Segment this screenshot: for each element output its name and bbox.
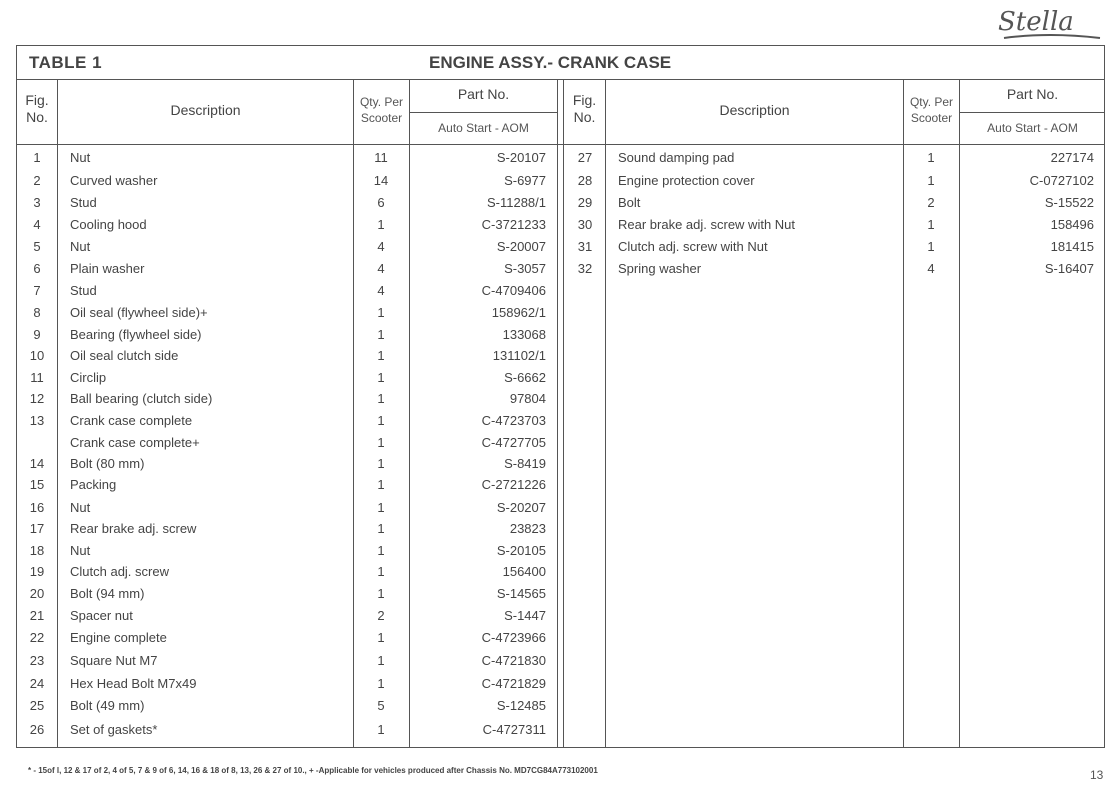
description-cell: Engine complete bbox=[70, 630, 167, 645]
fig-no-cell: 29 bbox=[577, 195, 593, 210]
part-no-cell: 131102/1 bbox=[492, 348, 546, 363]
description-cell: Nut bbox=[70, 239, 91, 254]
qty-cell: 11 bbox=[374, 150, 388, 165]
qty-cell: 1 bbox=[927, 150, 935, 165]
description-cell: Nut bbox=[70, 543, 91, 558]
qty-cell: 1 bbox=[377, 521, 385, 536]
description-cell: Clutch adj. screw with Nut bbox=[618, 239, 768, 254]
fig-no-cell: 23 bbox=[29, 653, 45, 668]
part-no-cell: C-4727311 bbox=[482, 722, 546, 737]
part-no-cell: S-15522 bbox=[1044, 195, 1094, 210]
qty-cell: 2 bbox=[377, 608, 385, 623]
qty-cell: 1 bbox=[927, 239, 935, 254]
header-qty-right: Qty. Per Scooter bbox=[909, 95, 954, 125]
qty-cell: 1 bbox=[377, 653, 385, 668]
fig-no-cell: 19 bbox=[29, 564, 45, 579]
description-cell: Oil seal (flywheel side)+ bbox=[70, 305, 208, 320]
qty-cell: 4 bbox=[377, 239, 385, 254]
qty-cell: 1 bbox=[377, 722, 385, 737]
header-description-right: Description bbox=[719, 102, 790, 118]
fig-no-cell: 7 bbox=[33, 283, 41, 298]
table-label: TABLE 1 bbox=[29, 53, 103, 72]
fig-no-cell: 5 bbox=[33, 239, 41, 254]
description-cell: Plain washer bbox=[70, 261, 145, 276]
col-divider bbox=[557, 80, 558, 748]
header-fig-no-right: Fig. No. bbox=[572, 92, 597, 125]
part-no-cell: C-4723966 bbox=[481, 630, 546, 645]
col-divider bbox=[563, 80, 564, 748]
description-cell: Nut bbox=[70, 500, 91, 515]
col-divider bbox=[57, 80, 58, 748]
description-cell: Curved washer bbox=[70, 173, 158, 188]
description-cell: Clutch adj. screw bbox=[70, 564, 169, 579]
qty-cell: 1 bbox=[377, 500, 385, 515]
fig-no-cell: 26 bbox=[29, 722, 45, 737]
qty-cell: 1 bbox=[377, 543, 385, 558]
description-cell: Crank case complete bbox=[70, 413, 193, 428]
fig-no-cell: 30 bbox=[577, 217, 593, 232]
part-no-cell: C-4721830 bbox=[481, 653, 546, 668]
fig-no-cell: 16 bbox=[29, 500, 45, 515]
qty-cell: 6 bbox=[377, 195, 385, 210]
part-no-cell: C-4721829 bbox=[481, 676, 546, 691]
table-title-row bbox=[17, 46, 1104, 80]
qty-cell: 1 bbox=[377, 391, 385, 406]
part-no-cell: S-12485 bbox=[496, 698, 546, 713]
fig-no-cell: 32 bbox=[577, 261, 593, 276]
part-no-cell: S-14565 bbox=[496, 586, 546, 601]
description-cell: Hex Head Bolt M7x49 bbox=[70, 676, 197, 691]
part-no-cell: 227174 bbox=[1050, 150, 1094, 165]
description-cell: Cooling hood bbox=[70, 217, 147, 232]
description-cell: Spring washer bbox=[618, 261, 702, 276]
fig-no-cell: 20 bbox=[29, 586, 45, 601]
part-no-cell: S-6662 bbox=[504, 370, 546, 385]
qty-cell: 5 bbox=[377, 698, 385, 713]
qty-cell: 1 bbox=[377, 370, 385, 385]
header-qty: Qty. Per Scooter bbox=[359, 95, 404, 125]
part-no-cell: S-11288/1 bbox=[486, 195, 546, 210]
part-no-cell: 97804 bbox=[509, 391, 546, 406]
fig-no-cell: 8 bbox=[33, 305, 41, 320]
description-cell: Set of gaskets* bbox=[70, 722, 158, 737]
qty-cell: 4 bbox=[377, 283, 385, 298]
description-cell: Stud bbox=[70, 283, 97, 298]
qty-cell: 1 bbox=[927, 173, 935, 188]
header-description: Description bbox=[170, 102, 241, 118]
part-no-cell: S-20107 bbox=[496, 150, 546, 165]
header-divider bbox=[17, 144, 1104, 145]
header-auto-start: Auto Start - AOM bbox=[438, 121, 529, 135]
description-cell: Rear brake adj. screw with Nut bbox=[618, 217, 796, 232]
qty-cell: 1 bbox=[377, 327, 385, 342]
header-part-no-right: Part No. bbox=[1006, 86, 1059, 102]
fig-no-cell: 1 bbox=[33, 150, 41, 165]
qty-cell: 1 bbox=[377, 630, 385, 645]
part-no-cell: C-4727705 bbox=[481, 435, 546, 450]
part-no-cell: S-6977 bbox=[504, 173, 546, 188]
part-no-subdivider bbox=[409, 112, 557, 113]
description-cell: Bolt (80 mm) bbox=[70, 456, 145, 471]
description-cell: Nut bbox=[70, 150, 91, 165]
fig-no-cell: 15 bbox=[29, 477, 45, 492]
qty-cell: 1 bbox=[377, 586, 385, 601]
description-cell: Engine protection cover bbox=[618, 173, 755, 188]
fig-no-cell: 4 bbox=[33, 217, 41, 232]
fig-no-cell: 22 bbox=[29, 630, 45, 645]
col-divider bbox=[903, 80, 904, 748]
fig-no-cell: 13 bbox=[29, 413, 45, 428]
part-no-cell: C-2721226 bbox=[481, 477, 546, 492]
qty-cell: 14 bbox=[373, 173, 389, 188]
description-cell: Circlip bbox=[70, 370, 107, 385]
fig-no-cell: 12 bbox=[29, 391, 45, 406]
col-divider bbox=[353, 80, 354, 748]
fig-no-cell: 6 bbox=[33, 261, 41, 276]
part-no-cell: 133068 bbox=[502, 327, 546, 342]
qty-cell: 2 bbox=[927, 195, 935, 210]
part-no-cell: C-3721233 bbox=[481, 217, 546, 232]
part-no-cell: C-0727102 bbox=[1029, 173, 1094, 188]
qty-cell: 1 bbox=[377, 564, 385, 579]
qty-cell: 1 bbox=[377, 676, 385, 691]
description-cell: Crank case complete+ bbox=[70, 435, 200, 450]
part-no-cell: S-3057 bbox=[504, 261, 546, 276]
stella-logo bbox=[994, 2, 1106, 44]
header-fig-no: Fig. No. bbox=[25, 92, 49, 125]
fig-no-cell: 31 bbox=[577, 239, 593, 254]
part-no-cell: S-1447 bbox=[504, 608, 546, 623]
description-cell: Oil seal clutch side bbox=[70, 348, 179, 363]
part-no-cell: 23823 bbox=[509, 521, 546, 536]
header-auto-start-right: Auto Start - AOM bbox=[987, 121, 1078, 135]
part-no-cell: S-16407 bbox=[1044, 261, 1094, 276]
description-cell: Rear brake adj. screw bbox=[70, 521, 197, 536]
part-no-cell: 158496 bbox=[1050, 217, 1094, 232]
description-cell: Bearing (flywheel side) bbox=[70, 327, 202, 342]
fig-no-cell: 14 bbox=[29, 456, 45, 471]
qty-cell: 1 bbox=[377, 477, 385, 492]
qty-cell: 1 bbox=[377, 435, 385, 450]
table-title: ENGINE ASSY.- CRANK CASE bbox=[429, 53, 672, 72]
part-no-cell: 156400 bbox=[502, 564, 546, 579]
header-part-no: Part No. bbox=[457, 86, 510, 102]
part-no-subdivider-right bbox=[959, 112, 1105, 113]
fig-no-cell: 2 bbox=[33, 173, 41, 188]
logo-wordmark: Stella bbox=[998, 7, 1074, 37]
description-cell: Ball bearing (clutch side) bbox=[70, 391, 213, 406]
qty-cell: 1 bbox=[377, 348, 385, 363]
footnote: * - 15of l, 12 & 17 of 2, 4 of 5, 7 & 9 of 6, 14, 16 & 18 of 8, 13, 26 & 27 of 10., + -Applicable for vehicles produced after Chassis No. MD7CG84A773102001 bbox=[28, 766, 598, 775]
part-no-cell: 181415 bbox=[1050, 239, 1094, 254]
qty-cell: 1 bbox=[377, 305, 385, 320]
part-no-cell: S-20105 bbox=[496, 543, 546, 558]
description-cell: Stud bbox=[70, 195, 97, 210]
qty-cell: 1 bbox=[377, 217, 385, 232]
fig-no-cell: 18 bbox=[29, 543, 45, 558]
fig-no-cell: 3 bbox=[33, 195, 41, 210]
part-no-cell: S-20007 bbox=[496, 239, 546, 254]
qty-cell: 1 bbox=[927, 217, 935, 232]
part-no-cell: S-8419 bbox=[504, 456, 546, 471]
fig-no-cell: 10 bbox=[29, 348, 45, 363]
parts-table bbox=[16, 45, 1105, 748]
part-no-cell: C-4709406 bbox=[481, 283, 546, 298]
description-cell: Square Nut M7 bbox=[70, 653, 158, 668]
description-cell: Bolt bbox=[618, 195, 641, 210]
qty-cell: 4 bbox=[377, 261, 385, 276]
qty-cell: 4 bbox=[927, 261, 935, 276]
description-cell: Spacer nut bbox=[70, 608, 133, 623]
fig-no-cell: 9 bbox=[33, 327, 41, 342]
part-no-cell: 158962/1 bbox=[491, 305, 546, 320]
fig-no-cell: 27 bbox=[577, 150, 593, 165]
part-no-cell: C-4723703 bbox=[481, 413, 546, 428]
fig-no-cell: 24 bbox=[29, 676, 45, 691]
description-cell: Packing bbox=[70, 477, 117, 492]
qty-cell: 1 bbox=[377, 413, 385, 428]
description-cell: Bolt (49 mm) bbox=[70, 698, 145, 713]
qty-cell: 1 bbox=[377, 456, 385, 471]
description-cell: Sound damping pad bbox=[618, 150, 735, 165]
description-cell: Bolt (94 mm) bbox=[70, 586, 145, 601]
fig-no-cell: 21 bbox=[29, 608, 45, 623]
fig-no-cell: 11 bbox=[30, 370, 44, 385]
col-divider bbox=[605, 80, 606, 748]
page-number: 13 bbox=[1090, 768, 1104, 782]
fig-no-cell: 28 bbox=[577, 173, 593, 188]
part-no-cell: S-20207 bbox=[496, 500, 546, 515]
fig-no-cell: 17 bbox=[29, 521, 45, 536]
fig-no-cell: 25 bbox=[29, 698, 45, 713]
